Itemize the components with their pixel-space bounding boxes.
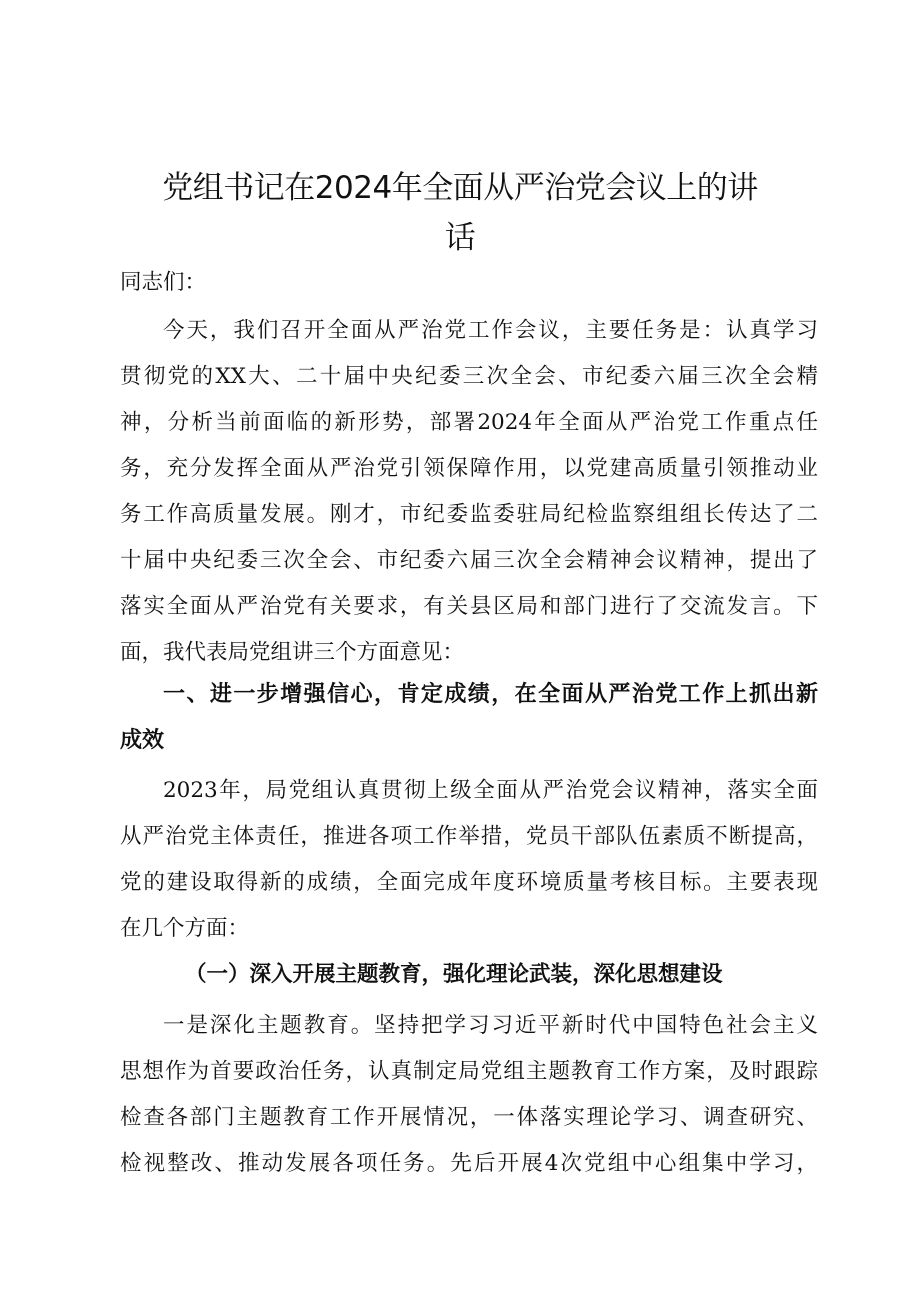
subsection-paragraph-line: 思想作为首要政治任务，认真制定局党组主题教育工作方案，及时跟踪 — [120, 1059, 818, 1084]
subsection-paragraph-line: 检查各部门主题教育工作开展情况，一体落实理论学习、调查研究、 — [120, 1105, 818, 1130]
document-title-line-2: 话 — [444, 220, 476, 256]
section-paragraph-line: 从严治党主体责任，推进各项工作举措，党员干部队伍素质不断提高， — [120, 824, 818, 849]
intro-line: 务工作高质量发展。刚才，市纪委监委驻局纪检监察组组长传达了二 — [120, 502, 818, 527]
subsection-paragraph-line: 一是深化主题教育。坚持把学习习近平新时代中国特色社会主义 — [163, 1013, 818, 1038]
intro-line: 神，分析当前面临的新形势，部署2024年全面从严治党工作重点任 — [120, 410, 818, 435]
intro-line: 今天，我们召开全面从严治党工作会议，主要任务是：认真学习 — [163, 318, 818, 343]
intro-line: 贯彻党的XX大、二十届中央纪委三次全会、市纪委六届三次全会精 — [120, 364, 818, 389]
section-heading-line-1: 一、进一步增强信心，肯定成绩，在全面从严治党工作上抓出新 — [163, 682, 818, 707]
intro-line: 务，充分发挥全面从严治党引领保障作用，以党建高质量引领推动业 — [120, 456, 818, 481]
intro-line: 面，我代表局党组讲三个方面意见： — [120, 640, 465, 665]
intro-line: 落实全面从严治党有关要求，有关县区局和部门进行了交流发言。下 — [120, 594, 818, 619]
subsection-heading: （一）深入开展主题教育，强化理论武装，深化思想建设 — [185, 962, 723, 987]
salutation: 同志们： — [120, 270, 207, 295]
subsection-paragraph-line: 检视整改、推动发展各项任务。先后开展4次党组中心组集中学习， — [120, 1151, 818, 1176]
document-title-line-1: 党组书记在2024年全面从严治党会议上的讲 — [162, 170, 758, 206]
intro-line: 十届中央纪委三次全会、市纪委六届三次全会精神会议精神，提出了 — [120, 548, 818, 573]
section-heading-line-2: 成效 — [120, 728, 165, 753]
section-paragraph-line: 2023年，局党组认真贯彻上级全面从严治党会议精神，落实全面 — [163, 778, 818, 803]
section-paragraph-line: 党的建设取得新的成绩，全面完成年度环境质量考核目标。主要表现 — [120, 870, 818, 895]
section-paragraph-line: 在几个方面： — [120, 916, 250, 941]
